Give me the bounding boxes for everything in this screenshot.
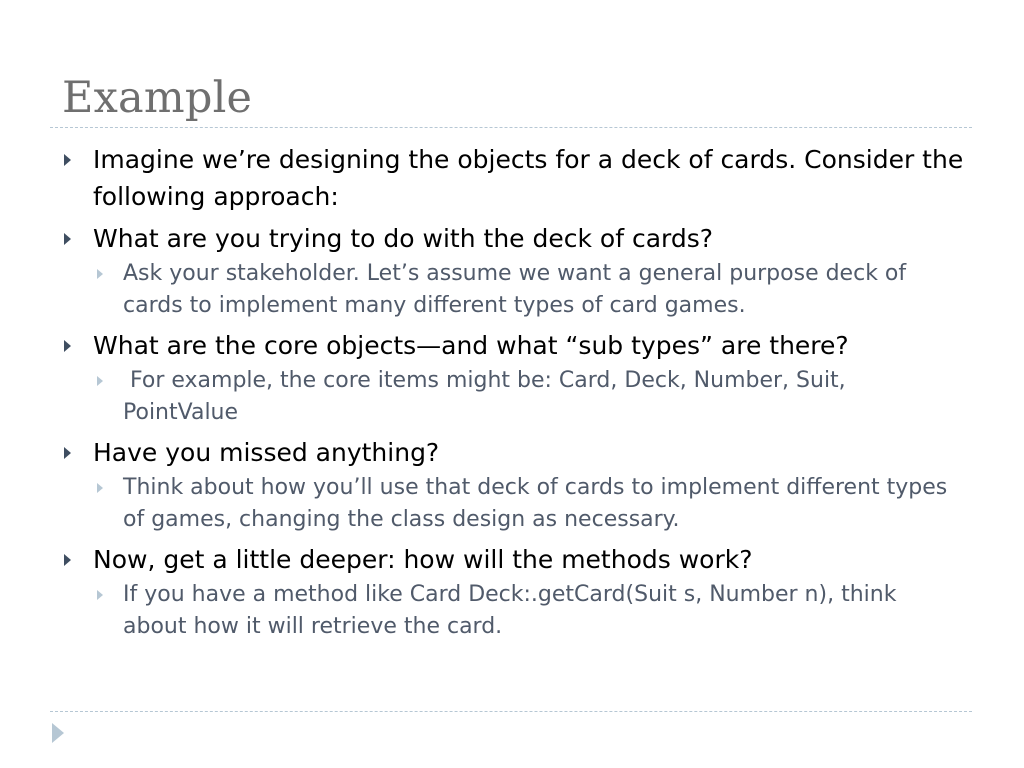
sub-bullet-text: For example, the core items might be: Card, Deck, Number, Suit, PointValue [123,368,853,425]
sub-bullet-text: Think about how you’ll use that deck of cards to implement different types of games, changing the class design as necessary. [123,475,948,532]
next-slide-arrow-icon[interactable] [52,723,64,743]
bullet-text: What are the core objects—and what “sub types” are there? [93,331,849,360]
bullet-item [60,541,965,578]
triangle-right-bullet-icon [64,154,71,166]
triangle-right-bullet-icon [64,340,71,352]
sub-bullet-text: Ask your stakeholder. Let’s assume we want a general purpose deck of cards to implement many different types of card games. [123,261,907,318]
triangle-right-small-bullet-icon [97,590,103,600]
bullet-item [60,220,965,257]
title-divider [50,127,972,128]
bullet-text: Now, get a little deeper: how will the methods work? [93,545,753,574]
bullet-text: Imagine we’re designing the objects for a deck of cards. Consider the following approach: [93,145,964,211]
footer-divider [50,711,972,712]
bullet-item [60,327,965,364]
triangle-right-bullet-icon [64,233,71,245]
sub-bullet-item [60,365,965,429]
bullet-item [60,141,965,215]
triangle-right-small-bullet-icon [97,376,103,386]
sub-bullet-item [60,472,965,536]
triangle-right-bullet-icon [64,554,71,566]
slide-title: Example [62,73,253,123]
bullet-text: What are you trying to do with the deck of cards? [93,224,714,253]
sub-bullet-text: If you have a method like Card Deck:.getCard(Suit s, Number n), think about how it will retrieve the card. [123,582,897,639]
triangle-right-bullet-icon [64,447,71,459]
sub-bullet-item [60,258,965,322]
sub-bullet-item [60,579,965,643]
triangle-right-small-bullet-icon [97,269,103,279]
triangle-right-small-bullet-icon [97,483,103,493]
bullet-item [60,434,965,471]
bullet-text: Have you missed anything? [93,438,440,467]
bullet-list [60,141,965,643]
